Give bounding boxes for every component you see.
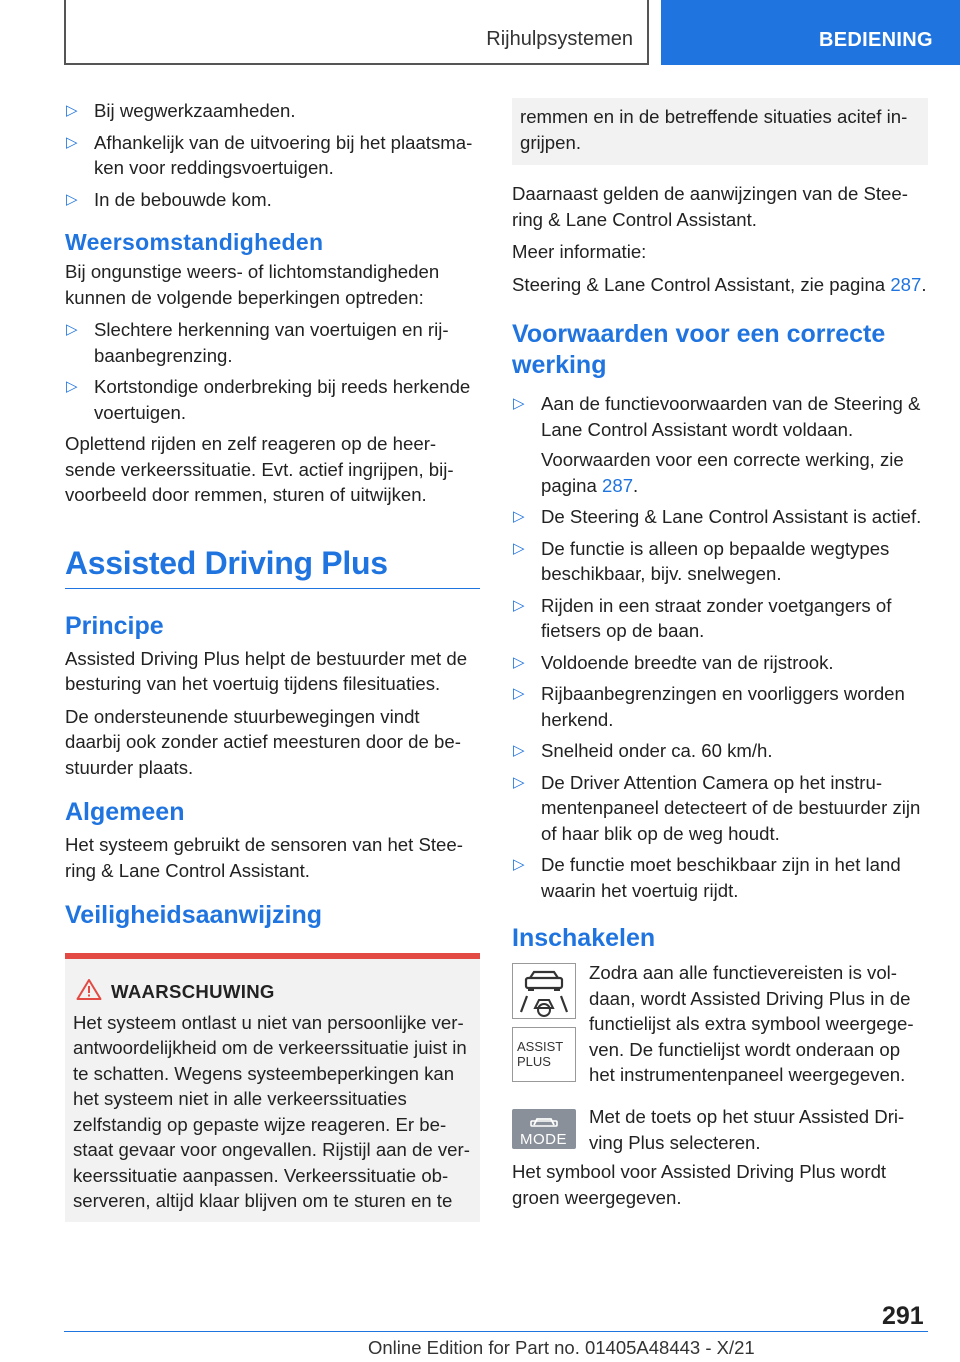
list-item-subtext: Voorwaarden voor een correcte werking, zie pagina 287. [541, 449, 904, 496]
paragraph: Assisted Driving Plus helpt de bestuurder met de besturing van het voertuig tijdens filesituaties. [65, 647, 468, 694]
list-item: ▷ Rijbaanbegrenzingen en voorliggers worden herkend. [513, 683, 905, 730]
left-column [65, 98, 480, 1222]
bullet-triangle-icon: ▷ [513, 856, 525, 873]
bullet-triangle-icon: ▷ [66, 378, 78, 395]
bullet-list-top [65, 98, 480, 212]
paragraph: Zodra aan alle functievereisten is voldaan, wordt Assisted Driving Plus in de functielijst als extra symbool weergegeven. De functielijst wordt onderaan op het instrumentenpaneel weergegeven. [589, 962, 914, 1085]
paragraph: Het systeem gebruikt de sensoren van het Steering & Lane Control Assistant. [65, 834, 463, 881]
section-title: Rijhulpsystemen [486, 28, 633, 50]
heading-veiligheidsaanwijzing: Veiligheidsaanwijzing [65, 901, 323, 929]
warning-title: WAARSCHUWING [111, 979, 472, 1005]
list-item: ▷ Voldoende breedte van de rijstrook. [512, 650, 928, 676]
bullet-triangle-icon: ▷ [66, 321, 78, 338]
steering-mode-button-icon: MODE [512, 1109, 576, 1149]
heading-inschakelen: Inschakelen [512, 924, 656, 952]
header-section-box [64, 0, 649, 65]
bullet-triangle-icon: ▷ [66, 133, 78, 151]
chapter-title: BEDIENING [819, 29, 933, 51]
warning-text: Het systeem ontlast u niet van persoonlijke verantwoordelijkheid om de verkeerssituatie juist in te schatten. Wegens systeembeperkingen kan het systeem niet in alle verkeerssituaties zelfstandig op gepaste wijze reageren. Er bestaat gevaar voor ongevallen. Rijstijl aan de verkeerssituatie aanpassen. Verkeerssituatie observeren, altijd klaar blijven om te sturen en te [73, 1011, 470, 1211]
list-item: ▷ De Driver Attention Camera op het instrumentenpaneel detecteert of de bestuurder zijn of haar blik op de weg houdt. [513, 771, 921, 844]
list-item: ▷ Slechtere herkenning van voertuigen en rijbaanbegrenzing. [66, 319, 449, 366]
list-item: ▷ In de bebouwde kom. [65, 187, 480, 213]
bullet-triangle-icon: ▷ [513, 508, 525, 525]
header-chapter-tab[interactable] [661, 0, 960, 65]
paragraph: Meer informatie: [512, 241, 647, 262]
warning-box [65, 953, 480, 1222]
list-item: ▷ Snelheid onder ca. 60 km/h. [512, 738, 928, 764]
right-column [512, 98, 928, 1217]
bullet-list-weather [65, 317, 480, 425]
paragraph: Daarnaast gelden de aanwijzingen van de Steering & Lane Control Assistant. [512, 183, 908, 230]
bullet-list-voorwaarden [512, 391, 928, 903]
page-link-287[interactable]: 287 [602, 474, 634, 496]
warning-triangle-icon [76, 978, 102, 1000]
paragraph: Oplettend rijden en zelf reageren op de heersende verkeerssituatie. Evt. actief ingrijpen, bijvoorbeeld door remmen, sturen of uitwijken. [65, 433, 454, 505]
heading-algemeen: Algemeen [65, 798, 185, 826]
bullet-triangle-icon: ▷ [513, 685, 525, 702]
paragraph: De ondersteunende stuurbewegingen vindt daarbij ook zonder actief meesturen door de bestuurder plaats. [65, 705, 461, 778]
bullet-triangle-icon: ▷ [513, 395, 525, 412]
list-item: ▷ De functie is alleen op bepaalde wegtypes beschikbaar, bijv. snelwegen. [513, 537, 890, 584]
warning-box-continued [512, 98, 928, 165]
heading-weersomstandigheden: Weersomstandigheden [65, 229, 324, 255]
inschakelen-block [512, 960, 928, 1090]
bullet-triangle-icon: ▷ [513, 596, 525, 614]
footer-divider [64, 1331, 928, 1332]
paragraph-reference: Steering & Lane Control Assistant, zie pagina 287. [512, 273, 927, 295]
list-item: ▷ De functie moet beschikbaar zijn in het land waarin het voertuig rijdt. [513, 854, 901, 901]
paragraph: Bij ongunstige weers- of lichtomstandigheden kunnen de volgende beperkingen optreden: [65, 261, 440, 308]
mode-block [512, 1104, 928, 1159]
list-item: ▷ De Steering & Lane Control Assistant is actief. [512, 504, 928, 530]
assisted-driving-car-icon [512, 963, 576, 1019]
bullet-triangle-icon: ▷ [513, 653, 525, 671]
bullet-triangle-icon: ▷ [66, 190, 78, 208]
paragraph: Het symbool voor Assisted Driving Plus wordt groen weergegeven. [512, 1161, 887, 1208]
paragraph: Met de toets op het stuur Assisted Driving Plus selecteren. [589, 1106, 905, 1153]
warning-text-continued: remmen en in de betreffende situaties acitef ingrijpen. [520, 106, 908, 153]
list-item: ▷ Bij wegwerkzaamheden. [65, 98, 480, 124]
bullet-triangle-icon: ▷ [513, 742, 525, 759]
assist-plus-icon: ASSIST PLUS [512, 1027, 576, 1082]
footer-edition: Online Edition for Part no. 01405A48443 - X/21 [368, 1337, 755, 1358]
heading-principe: Principe [65, 611, 164, 640]
main-title: Assisted Driving Plus [65, 544, 480, 589]
bullet-triangle-icon: ▷ [513, 539, 525, 557]
list-item: ▷ Afhankelijk van de uitvoering bij het plaatsmaken voor reddingsvoertuigen. [66, 131, 473, 178]
list-item: ▷ Kortstondige onderbreking bij reeds herkende voertuigen. [66, 376, 471, 423]
bullet-triangle-icon: ▷ [66, 102, 78, 119]
page-number: 291 [882, 1302, 924, 1330]
list-item: ▷ Aan de functievoorwaarden van de Steering & Lane Control Assistant wordt voldaan. Voorwaarden voor een correcte werking, zie pagina 287. [512, 391, 928, 498]
page-link-287[interactable]: 287 [890, 273, 922, 295]
list-item: ▷ Rijden in een straat zonder voetgangers of fietsers op de baan. [513, 594, 892, 641]
bullet-triangle-icon: ▷ [513, 773, 525, 791]
heading-voorwaarden: Voorwaarden voor een correcte werking [512, 320, 886, 379]
